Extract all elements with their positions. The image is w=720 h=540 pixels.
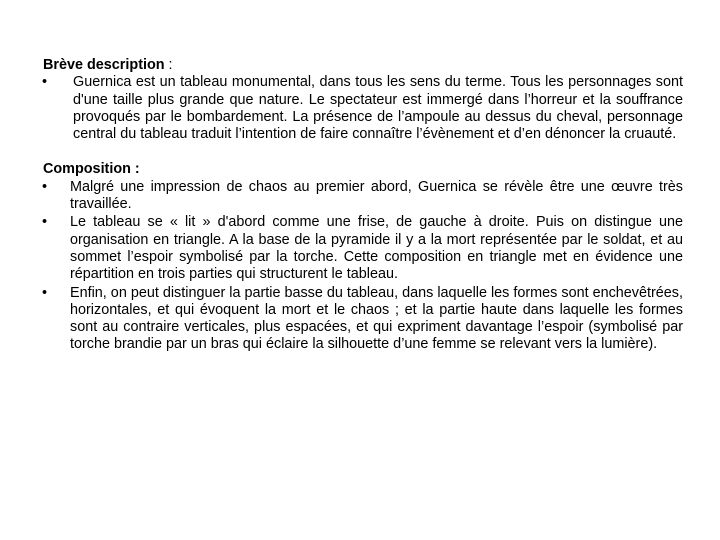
bullet-marker: • [42,74,48,91]
composition-item [43,214,683,283]
description-item-text: Guernica est un tableau monumental, dans tous les sens du terme. Tous les personnages sont d'une taille plus grande que nature. Le spectateur est immergé dans l’horreur et la souffrance provoqués par le bombardement. La présence de l’ampoule au dessus du cheval, personnage central du tableau traduit l’intention de faire connaître l’évènement et d’en dénoncer la cruauté. [73,74,683,143]
composition-item [43,179,683,214]
composition-item-text: Enfin, on peut distinguer la partie basse du tableau, dans laquelle les formes sont enchevêtrées, horizontales, et qui évoquent la mort et le chaos ; et la partie haute dans laquelle les formes sont au contraire verticales, plus espacées, et qui expriment davantage l’espoir (symbolisé par torche brandie par un bras qui éclaire la silhouette d’une femme se relevant vers la lumière). [70,284,683,353]
bullet-marker: • [42,284,48,301]
description-heading [43,57,683,74]
composition-item [43,285,683,354]
bullet-marker: • [42,178,48,195]
composition-list [43,179,683,354]
section-gap [43,144,683,161]
description-list [43,74,683,143]
composition-heading-label: Composition : [43,161,140,178]
composition-heading [43,161,683,178]
composition-item-text: Le tableau se « lit » d'abord comme une frise, de gauche à droite. Puis on distingue une organisation en triangle. A la base de la pyramide il y a la mort représentée par le soldat, et au sommet l’espoir symbolisé par la torche. Cette composition en triangle met en évidence une répartition en trois parties qui structurent le tableau. [70,214,683,283]
slide-content [43,57,683,355]
composition-item-text: Malgré une impression de chaos au premier abord, Guernica se révèle être une œuvre très travaillée. [70,178,683,213]
description-item [43,74,683,143]
bullet-marker: • [42,214,48,231]
description-heading-suffix: : [164,57,173,73]
description-heading-label: Brève description [43,57,165,73]
